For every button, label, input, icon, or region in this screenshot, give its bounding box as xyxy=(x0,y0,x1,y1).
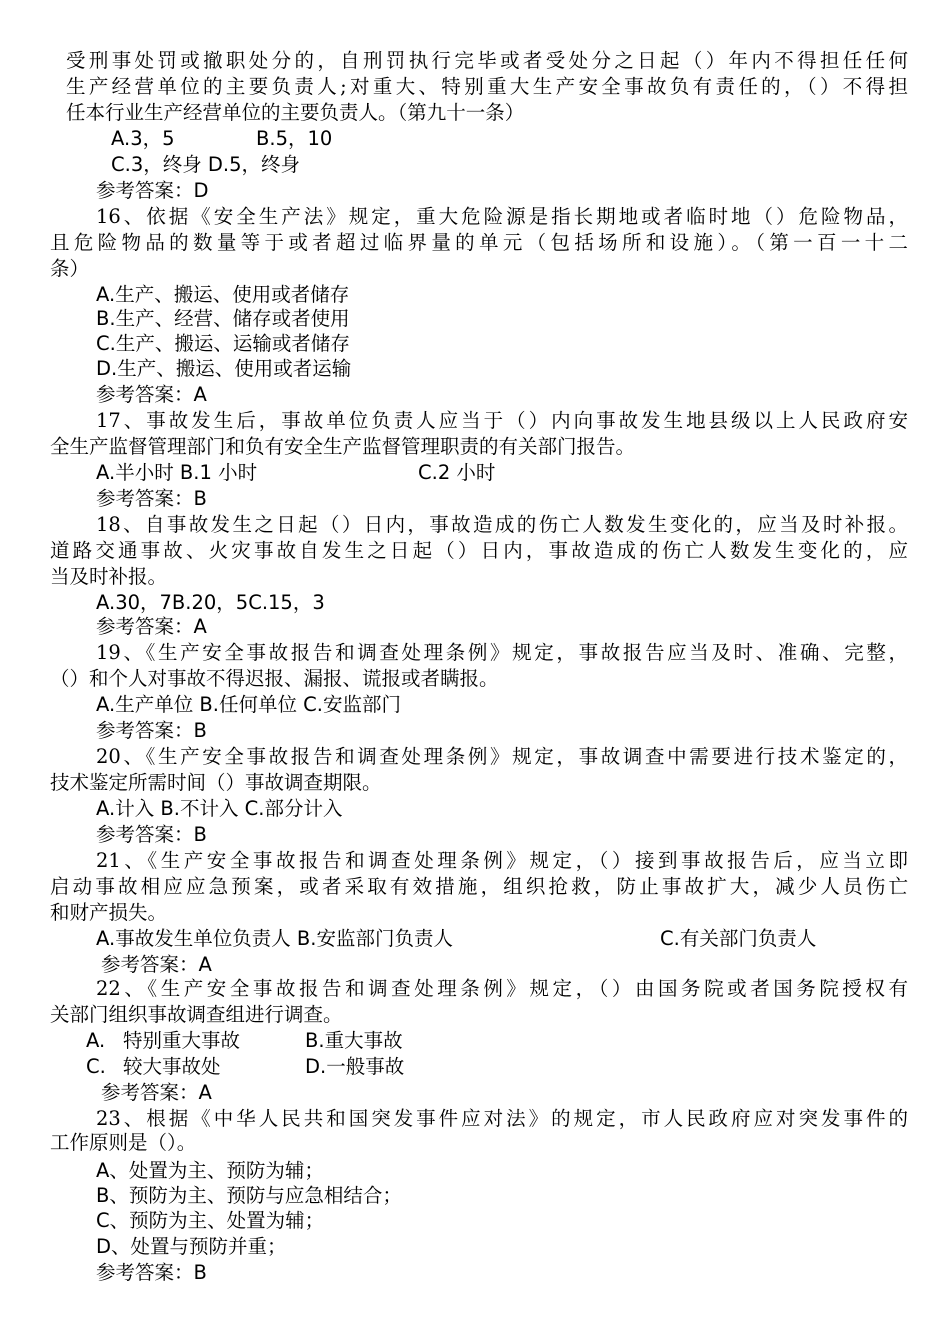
text-line: 道路交通事故、火灾事故自发生之日起（）日内，事故造成的伤亡人数发生变化的，应 xyxy=(50,539,908,562)
options-abc: A.计入 B.不计入 C.部分计入 xyxy=(96,797,343,820)
text-line: 技术鉴定所需时间（）事故调查期限。 xyxy=(50,771,382,794)
question-23: 23、根据《中华人民共和国突发事件应对法》的规定，市人民政府应对突发事件的 xyxy=(96,1107,908,1130)
text-line: 任本行业生产经营单位的主要负责人。（第九十一条） xyxy=(66,101,525,124)
options-ab: A.半小时 B.1 小时 xyxy=(96,461,258,484)
answer-line: 参考答案：A xyxy=(96,383,207,406)
answer-line: 参考答案：B xyxy=(96,1261,207,1284)
option-c: C、预防为主、处置为辅； xyxy=(96,1209,325,1232)
option-c-text: 较大事故处 xyxy=(123,1055,221,1078)
option-b: B.生产、经营、储存或者使用 xyxy=(96,307,350,330)
text-line: 当及时补报。 xyxy=(50,565,168,588)
answer-line: 参考答案：B xyxy=(96,487,207,510)
text-line: 生产经营单位的主要负责人;对重大、特别重大生产安全事故负有责任的，（）不得担 xyxy=(66,75,908,98)
option-d: D、处置与预防并重； xyxy=(96,1235,287,1258)
option-a: A.3，5 xyxy=(111,127,175,150)
option-d: D.一般事故 xyxy=(305,1055,405,1078)
text-line: （）和个人对事故不得迟报、漏报、谎报或者瞒报。 xyxy=(50,667,499,690)
answer-line: 参考答案：B xyxy=(96,719,207,742)
option-a: A.生产、搬运、使用或者储存 xyxy=(96,283,350,306)
options-abc: A.生产单位 B.任何单位 C.安监部门 xyxy=(96,693,401,716)
question-18: 18、自事故发生之日起（）日内，事故造成的伤亡人数发生变化的，应当及时补报。 xyxy=(96,513,908,536)
answer-line: 参考答案：A xyxy=(101,1081,212,1104)
option-b: B.5，10 xyxy=(256,127,333,150)
options-cd: C.3，终身 D.5，终身 xyxy=(111,153,301,176)
text-line: 且危险物品的数量等于或者超过临界量的单元（包括场所和设施）。（第一百一十二 xyxy=(50,231,908,254)
option-c: C.生产、搬运、运输或者储存 xyxy=(96,332,350,355)
option-a-text: 特别重大事故 xyxy=(123,1029,241,1052)
answer-line: 参考答案：D xyxy=(96,179,209,202)
question-17: 17、事故发生后，事故单位负责人应当于（）内向事故发生地县级以上人民政府安 xyxy=(96,409,908,432)
options-ab: A.事故发生单位负责人 B.安监部门负责人 xyxy=(96,927,453,950)
question-22: 22、《生产安全事故报告和调查处理条例》规定，（）由国务院或者国务院授权有 xyxy=(96,977,908,1000)
option-c-letter: C. xyxy=(86,1055,106,1078)
question-19: 19、《生产安全事故报告和调查处理条例》规定，事故报告应当及时、准确、完整， xyxy=(96,641,908,664)
question-16: 16、依据《安全生产法》规定，重大危险源是指长期地或者临时地（）危险物品， xyxy=(96,205,908,228)
option-c: C.有关部门负责人 xyxy=(660,927,817,950)
answer-line: 参考答案：B xyxy=(96,823,207,846)
option-d: D.生产、搬运、使用或者运输 xyxy=(96,357,352,380)
answer-line: 参考答案：A xyxy=(101,953,212,976)
text-line: 全生产监督管理部门和负有安全生产监督管理职责的有关部门报告。 xyxy=(50,435,636,458)
option-b: B.重大事故 xyxy=(305,1029,403,1052)
text-line: 关部门组织事故调查组进行调查。 xyxy=(50,1003,343,1026)
option-a: A、处置为主、预防为辅； xyxy=(96,1159,324,1182)
text-line: 工作原则是（）。 xyxy=(50,1131,197,1154)
question-20: 20、《生产安全事故报告和调查处理条例》规定，事故调查中需要进行技术鉴定的， xyxy=(96,745,908,768)
option-b: B、预防为主、预防与应急相结合； xyxy=(96,1184,402,1207)
text-line: 条） xyxy=(50,257,90,280)
text-line: 受刑事处罚或撤职处分的，自刑罚执行完毕或者受处分之日起（）年内不得担任任何 xyxy=(66,49,908,72)
answer-line: 参考答案：A xyxy=(96,615,207,638)
text-line: 和财产损失。 xyxy=(50,901,168,924)
option-a-letter: A. xyxy=(86,1029,106,1052)
option-c: C.2 小时 xyxy=(418,461,496,484)
text-line: 启动事故相应应急预案，或者采取有效措施，组织抢救，防止事故扩大，减少人员伤亡 xyxy=(50,875,908,898)
question-21: 21、《生产安全事故报告和调查处理条例》规定，（）接到事故报告后，应当立即 xyxy=(96,849,908,872)
options-abc: A.30，7B.20，5C.15，3 xyxy=(96,591,325,614)
